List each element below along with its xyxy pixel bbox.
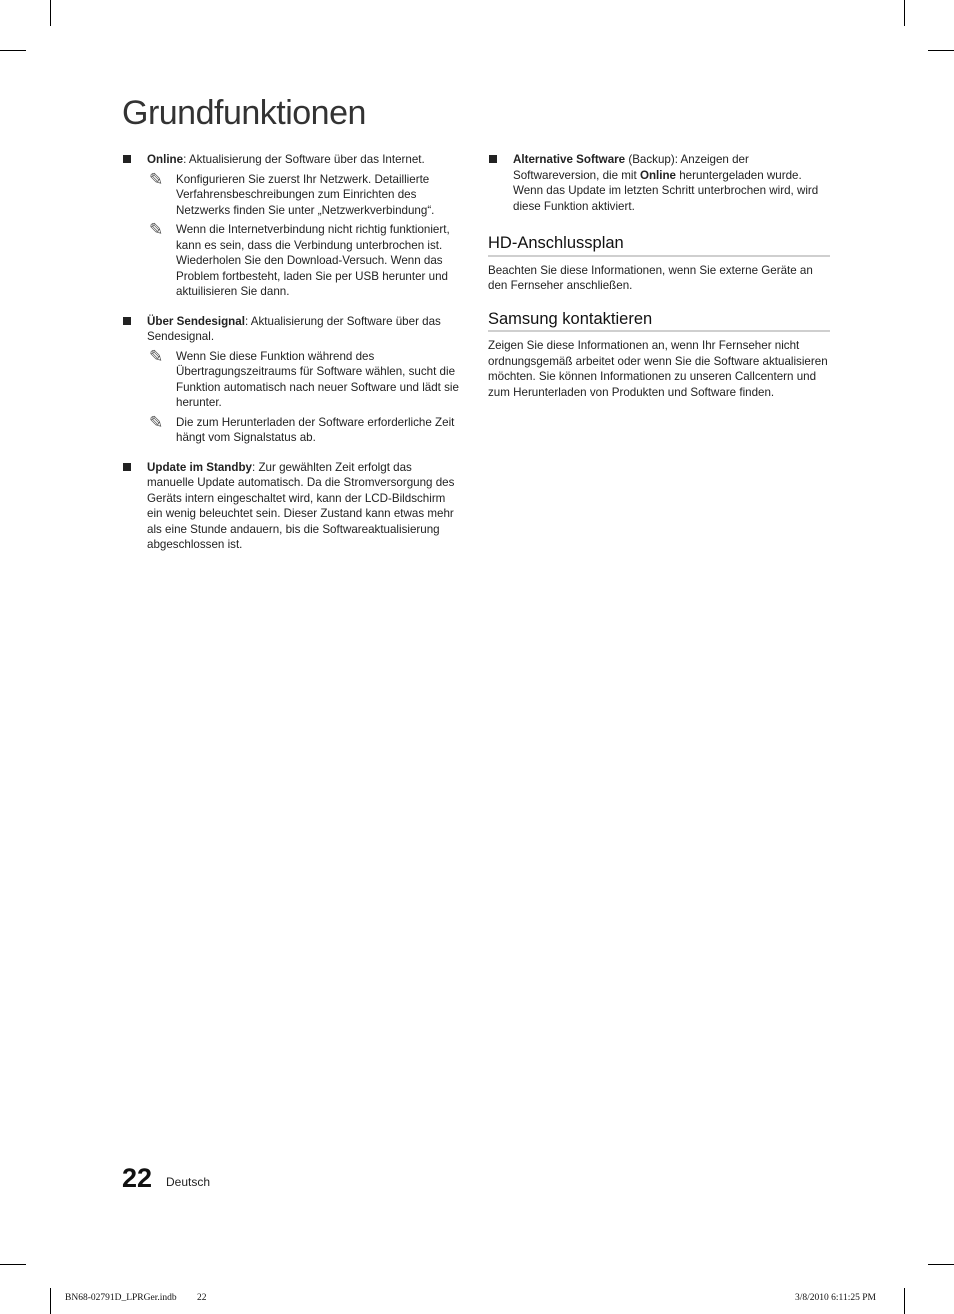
note-text: Wenn die Internetverbindung nicht richtig funktioniert, kann es sein, dass die Verbindung unterbrochen ist. Wiederholen Sie den Download-Versuch. Wenn das Problem fortbesteht, laden Sie per USB herunter und aktuilisieren Sie dann.: [176, 223, 450, 298]
pencil-note-icon: ✎: [149, 412, 164, 432]
crop-mark: [904, 1288, 905, 1314]
square-bullet-icon: [123, 317, 131, 325]
square-bullet-icon: [489, 155, 497, 163]
crop-mark: [0, 50, 26, 51]
crop-mark: [50, 1288, 51, 1314]
section-heading: Samsung kontaktieren: [488, 312, 830, 333]
note-text: Konfigurieren Sie zuerst Ihr Netzwerk. Detaillierte Verfahrensbeschreibungen zum Einrichten des Netzwerks finden Sie unter „Netzwerkverbindung“.: [176, 172, 435, 217]
term-signal: Über Sendesignal: [147, 314, 245, 328]
section-text: Beachten Sie diese Informationen, wenn Sie externe Geräte an den Fernseher anschließen.: [488, 263, 813, 292]
item-text: (Backup): Anzeigen der Softwareversion, die mit: [513, 153, 749, 182]
page-language: Deutsch: [166, 1175, 211, 1189]
term-alternative: Alternative Software: [513, 153, 626, 166]
note: [147, 222, 467, 300]
note: [147, 169, 467, 219]
section-text: Zeigen Sie diese Informationen an, wenn Ihr Fernseher nicht ordnungsgemäß arbeitet oder wenn Sie die Software aktualisieren möchten. Sie können Informationen zu unseren Callcentern und zum Herunterladen von Produkten und Software finden.: [488, 339, 828, 399]
page-title: Grundfunktionen: [122, 94, 366, 132]
pencil-note-icon: ✎: [149, 169, 164, 189]
item-text: : Aktualisierung der Software über das Internet.: [183, 153, 425, 166]
note-text: Die zum Herunterladen der Software erforderliche Zeit hängt vom Signalstatus ab.: [176, 415, 455, 444]
item-text: heruntergeladen wurde. Wenn das Update im letzten Schritt unterbrochen wird, wird diese Funktion aktiviert.: [513, 168, 819, 213]
list-item-standby: [122, 460, 467, 553]
term-online: Online: [639, 168, 677, 182]
pencil-note-icon: ✎: [149, 346, 164, 366]
crop-mark: [0, 1264, 26, 1265]
list-item-signal: [122, 314, 467, 446]
item-text: : Aktualisierung der Software über das Sendesignal.: [147, 314, 441, 343]
left-column: [122, 152, 467, 562]
note-text: Wenn Sie diese Funktion während des Übertragungszeitraums für Software wählen, sucht die Funktion automatisch nach neuer Software und lädt sie herunter.: [176, 349, 459, 409]
item-text: : Zur gewählten Zeit erfolgt das manuelle Update automatisch. Da die Stromversorgung des Geräts intern eingeschaltet wird, kann der LCD-Bildschirm ein wenig beleuchtet sein. Dieser Zustand kann etwas mehr als eine Stunde andauern, bis die Softwareaktualisierung abgeschlossen ist.: [147, 460, 455, 551]
page-number: 22: [122, 1163, 153, 1193]
square-bullet-icon: [123, 155, 131, 163]
crop-mark: [928, 50, 954, 51]
section-hd: [488, 236, 833, 294]
crop-mark: [50, 0, 51, 26]
term-online: Online: [147, 153, 184, 166]
note: [147, 346, 467, 411]
pencil-note-icon: ✎: [149, 220, 164, 239]
list-item-online: [122, 152, 467, 300]
section-contact: [488, 309, 833, 401]
right-column: [488, 152, 833, 400]
section-heading: HD-Anschlussplan: [488, 236, 830, 257]
print-timestamp: 3/8/2010 6:11:25 PM: [795, 1293, 876, 1303]
crop-mark: [904, 0, 905, 26]
list-item-alternative: [488, 152, 833, 214]
term-standby: Update im Standby: [147, 460, 253, 474]
note: [147, 412, 467, 446]
print-file: BN68-02791D_LPRGer.indb: [65, 1293, 177, 1303]
print-page: 22: [197, 1293, 207, 1303]
crop-mark: [928, 1264, 954, 1265]
square-bullet-icon: [123, 463, 131, 471]
